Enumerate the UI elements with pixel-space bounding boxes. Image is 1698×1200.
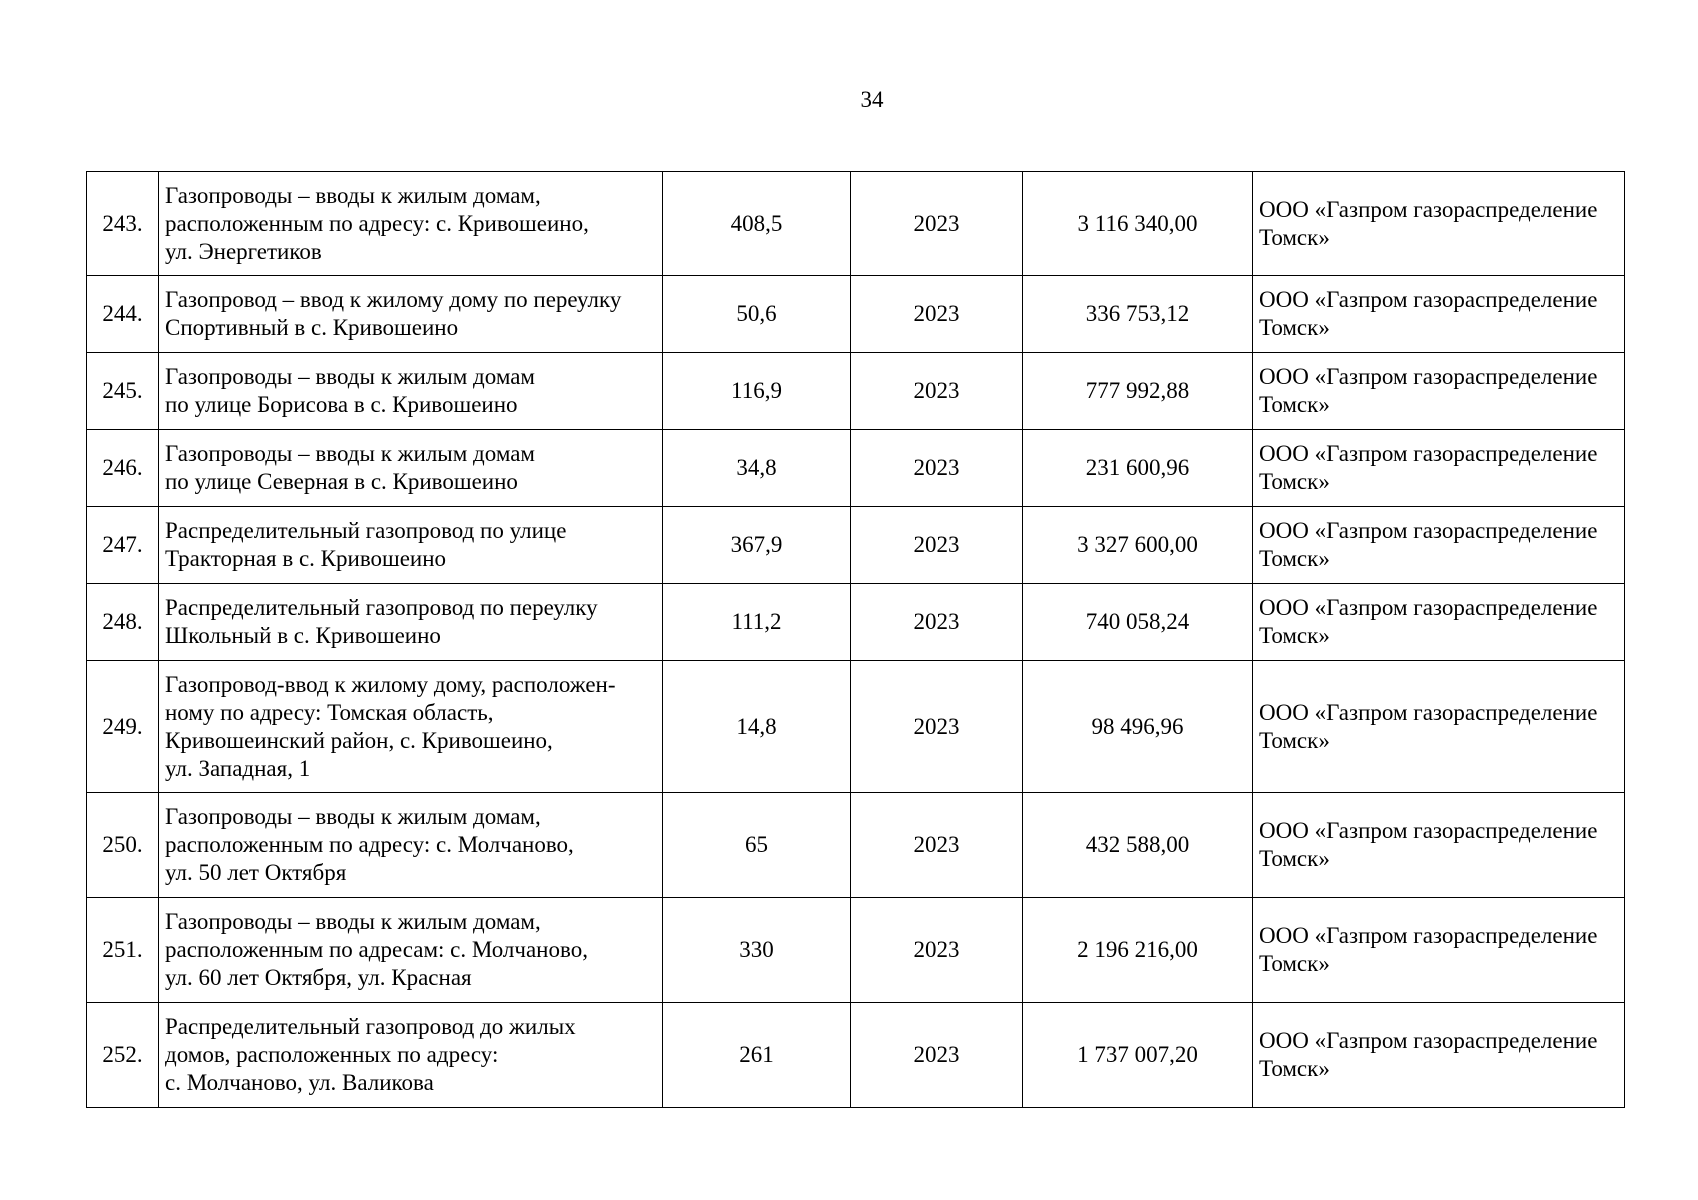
table-row xyxy=(87,584,1625,661)
owner-cell-line: Томск» xyxy=(1259,224,1330,250)
table-row xyxy=(87,172,1625,276)
year-cell: 2023 xyxy=(851,793,1023,898)
object-name-cell xyxy=(159,353,663,430)
owner-cell-line: ООО «Газпром газораспределение xyxy=(1259,699,1598,725)
owner-cell-line: ООО «Газпром газораспределение xyxy=(1259,1028,1598,1053)
length-cell: 367,9 xyxy=(663,507,851,584)
table-body xyxy=(87,172,1625,1108)
object-name-cell-line: Школьный в с. Кривошеино xyxy=(165,623,441,648)
cost-cell: 231 600,96 xyxy=(1023,430,1253,507)
cost-cell: 3 116 340,00 xyxy=(1023,172,1253,276)
owner-cell xyxy=(1253,584,1625,661)
owner-cell-line: Томск» xyxy=(1259,727,1330,753)
owner-cell-line: ООО «Газпром газораспределение xyxy=(1259,364,1598,389)
object-name-cell xyxy=(159,507,663,584)
cost-cell: 336 753,12 xyxy=(1023,276,1253,353)
owner-cell-line: ООО «Газпром газораспределение xyxy=(1259,441,1598,466)
owner-cell xyxy=(1253,276,1625,353)
row-number-cell: 243. xyxy=(87,172,159,276)
object-name-cell xyxy=(159,172,663,276)
owner-cell-line: ООО «Газпром газораспределение xyxy=(1259,923,1598,948)
object-name-cell-line: ному по адресу: Томская область, xyxy=(165,699,494,725)
table-row xyxy=(87,793,1625,898)
cost-cell: 2 196 216,00 xyxy=(1023,898,1253,1003)
year-cell: 2023 xyxy=(851,898,1023,1003)
object-name-cell-line: Распределительный газопровод по переулку xyxy=(165,595,598,620)
object-name-cell-line: Газопроводы – вводы к жилым домам xyxy=(165,364,535,389)
gas-pipeline-table xyxy=(86,171,1625,1108)
object-name-cell-line: Спортивный в с. Кривошеино xyxy=(165,315,459,340)
owner-cell-line: Томск» xyxy=(1259,623,1330,648)
owner-cell-line: Томск» xyxy=(1259,846,1330,871)
owner-cell xyxy=(1253,793,1625,898)
owner-cell xyxy=(1253,172,1625,276)
table-row xyxy=(87,898,1625,1003)
object-name-cell-line: Газопроводы – вводы к жилым домам, xyxy=(165,909,541,934)
year-cell: 2023 xyxy=(851,507,1023,584)
table-row xyxy=(87,661,1625,793)
object-name-cell-line: ул. 60 лет Октября, ул. Красная xyxy=(165,965,472,990)
length-cell: 116,9 xyxy=(663,353,851,430)
object-name-cell-line: Газопроводы – вводы к жилым домам, xyxy=(165,804,541,829)
object-name-cell-line: по улице Борисова в с. Кривошеино xyxy=(165,392,518,417)
year-cell: 2023 xyxy=(851,172,1023,276)
page-number: 34 xyxy=(860,87,884,112)
object-name-cell xyxy=(159,661,663,793)
length-cell: 14,8 xyxy=(663,661,851,793)
object-name-cell-line: с. Молчаново, ул. Валикова xyxy=(165,1070,434,1095)
table-row xyxy=(87,430,1625,507)
row-number-cell: 248. xyxy=(87,584,159,661)
object-name-cell-line: Тракторная в с. Кривошеино xyxy=(165,546,447,571)
cost-cell: 1 737 007,20 xyxy=(1023,1003,1253,1108)
owner-cell-line: ООО «Газпром газораспределение xyxy=(1259,818,1598,843)
year-cell: 2023 xyxy=(851,584,1023,661)
object-name-cell-line: расположенным по адресу: с. Молчаново, xyxy=(165,832,574,857)
row-number-cell: 244. xyxy=(87,276,159,353)
owner-cell-line: Томск» xyxy=(1259,546,1330,571)
object-name-cell-line: ул. 50 лет Октября xyxy=(165,860,347,885)
table-row xyxy=(87,353,1625,430)
row-number-cell: 247. xyxy=(87,507,159,584)
owner-cell-line: Томск» xyxy=(1259,1056,1330,1081)
object-name-cell-line: ул. Западная, 1 xyxy=(165,755,311,781)
owner-cell-line: Томск» xyxy=(1259,315,1330,340)
length-cell: 261 xyxy=(663,1003,851,1108)
length-cell: 50,6 xyxy=(663,276,851,353)
owner-cell xyxy=(1253,353,1625,430)
cost-cell: 432 588,00 xyxy=(1023,793,1253,898)
table-row xyxy=(87,276,1625,353)
object-name-cell-line: по улице Северная в с. Кривошеино xyxy=(165,469,518,494)
object-name-cell xyxy=(159,584,663,661)
row-number-cell: 250. xyxy=(87,793,159,898)
year-cell: 2023 xyxy=(851,276,1023,353)
owner-cell-line: Томск» xyxy=(1259,469,1330,494)
length-cell: 111,2 xyxy=(663,584,851,661)
owner-cell-line: Томск» xyxy=(1259,951,1330,976)
object-name-cell-line: расположенным по адресам: с. Молчаново, xyxy=(165,937,588,962)
year-cell: 2023 xyxy=(851,661,1023,793)
year-cell: 2023 xyxy=(851,353,1023,430)
length-cell: 65 xyxy=(663,793,851,898)
owner-cell-line: ООО «Газпром газораспределение xyxy=(1259,518,1598,543)
row-number-cell: 252. xyxy=(87,1003,159,1108)
object-name-cell-line: ул. Энергетиков xyxy=(165,238,322,264)
object-name-cell-line: Газопровод-ввод к жилому дому, расположен- xyxy=(165,671,616,697)
object-name-cell xyxy=(159,793,663,898)
year-cell: 2023 xyxy=(851,1003,1023,1108)
object-name-cell xyxy=(159,898,663,1003)
row-number-cell: 251. xyxy=(87,898,159,1003)
object-name-cell xyxy=(159,430,663,507)
object-name-cell-line: Газопроводы – вводы к жилым домам, xyxy=(165,182,541,208)
table-row xyxy=(87,507,1625,584)
cost-cell: 740 058,24 xyxy=(1023,584,1253,661)
cost-cell: 98 496,96 xyxy=(1023,661,1253,793)
owner-cell-line: Томск» xyxy=(1259,392,1330,417)
owner-cell xyxy=(1253,507,1625,584)
object-name-cell-line: домов, расположенных по адресу: xyxy=(165,1042,499,1067)
length-cell: 330 xyxy=(663,898,851,1003)
owner-cell xyxy=(1253,661,1625,793)
year-cell: 2023 xyxy=(851,430,1023,507)
object-name-cell-line: Кривошеинский район, с. Кривошеино, xyxy=(165,727,553,753)
cost-cell: 3 327 600,00 xyxy=(1023,507,1253,584)
object-name-cell-line: расположенным по адресу: с. Кривошеино, xyxy=(165,210,589,236)
object-name-cell-line: Газопровод – ввод к жилому дому по переулку xyxy=(165,287,622,312)
owner-cell-line: ООО «Газпром газораспределение xyxy=(1259,196,1598,222)
object-name-cell-line: Распределительный газопровод по улице xyxy=(165,518,567,543)
row-number-cell: 249. xyxy=(87,661,159,793)
length-cell: 34,8 xyxy=(663,430,851,507)
table-row xyxy=(87,1003,1625,1108)
object-name-cell-line: Газопроводы – вводы к жилым домам xyxy=(165,441,535,466)
row-number-cell: 245. xyxy=(87,353,159,430)
owner-cell-line: ООО «Газпром газораспределение xyxy=(1259,595,1598,620)
object-name-cell xyxy=(159,1003,663,1108)
length-cell: 408,5 xyxy=(663,172,851,276)
owner-cell xyxy=(1253,1003,1625,1108)
object-name-cell xyxy=(159,276,663,353)
cost-cell: 777 992,88 xyxy=(1023,353,1253,430)
owner-cell xyxy=(1253,898,1625,1003)
row-number-cell: 246. xyxy=(87,430,159,507)
owner-cell-line: ООО «Газпром газораспределение xyxy=(1259,287,1598,312)
owner-cell xyxy=(1253,430,1625,507)
object-name-cell-line: Распределительный газопровод до жилых xyxy=(165,1014,576,1039)
